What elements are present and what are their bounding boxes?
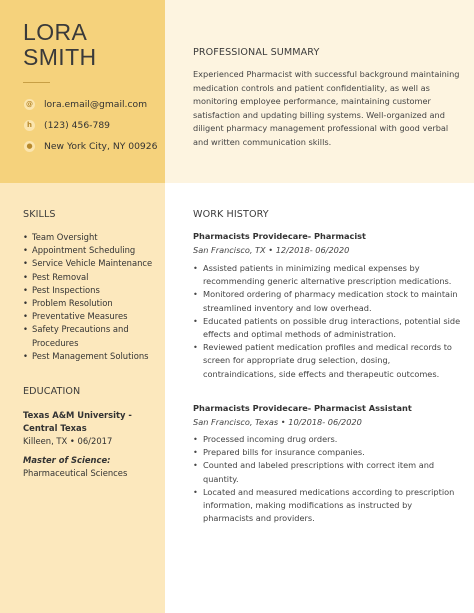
job-bullet: • Assisted patients in minimizing medical expenses by recommending generic alternative prescription medications.	[193, 262, 461, 288]
job-meta: San Francisco, Texas • 10/2018- 06/2020	[193, 417, 362, 427]
education-school: Texas A&M University - Central Texas	[23, 410, 132, 433]
name-divider	[23, 82, 50, 83]
skill-item: • Service Vehicle Maintenance	[23, 257, 163, 270]
job-bullet: • Counted and labeled prescriptions with correct item and quantity.	[193, 459, 461, 485]
skill-item: • Problem Resolution	[23, 297, 163, 310]
email-icon: @	[26, 99, 33, 108]
education-degree: Master of Science:	[23, 455, 111, 465]
skill-item: • Team Oversight	[23, 231, 163, 244]
skill-item: • Safety Precautions and Procedures	[23, 323, 163, 349]
location-text: New York City, NY 00926	[44, 140, 158, 152]
location-icon: ●	[24, 141, 35, 152]
education-heading: EDUCATION	[23, 386, 81, 397]
skill-item: • Pest Removal	[23, 271, 163, 284]
skill-item: • Pest Inspections	[23, 284, 163, 297]
job-bullet: • Processed incoming drug orders.	[193, 433, 461, 446]
job-meta: San Francisco, TX • 12/2018- 06/2020	[193, 245, 350, 255]
job-bullet: • Prepared bills for insurance companies.	[193, 446, 461, 459]
job-title: Pharmacists Providecare- Pharmacist	[193, 231, 366, 241]
email-text: lora.email@gmail.com	[44, 98, 148, 110]
contact-location	[24, 138, 157, 154]
work-heading: WORK HISTORY	[193, 209, 269, 220]
job-bullet: • Located and measured medications according to prescription information, making modifications as instructed by pharmacists and providers.	[193, 486, 461, 526]
first-name: LORA	[23, 19, 88, 45]
education-place-date: Killeen, TX • 06/2017	[23, 436, 113, 446]
last-name: SMITH	[23, 44, 97, 70]
job-bullets	[193, 262, 461, 381]
contact-phone	[24, 117, 110, 133]
job-bullet: • Educated patients on possible drug interactions, potential side effects and optimal methods of administration.	[193, 315, 461, 341]
job-bullet: • Reviewed patient medication profiles and medical records to screen for appropriate drug selection, dosing, contraindications, side effects and therapeutic outcomes.	[193, 341, 461, 381]
skill-item: • Preventative Measures	[23, 310, 163, 323]
summary-heading: PROFESSIONAL SUMMARY	[193, 47, 320, 58]
skill-item: • Appointment Scheduling	[23, 244, 163, 257]
education-field: Pharmaceutical Sciences	[23, 468, 128, 478]
job-bullets	[193, 433, 461, 525]
candidate-name	[23, 20, 97, 70]
skills-list	[23, 231, 163, 363]
job-bullet: • Monitored ordering of pharmacy medication stock to maintain streamlined inventory and low overhead.	[193, 288, 461, 314]
skill-item: • Pest Management Solutions	[23, 350, 163, 363]
phone-icon: h	[24, 120, 35, 131]
skills-heading: SKILLS	[23, 209, 56, 220]
phone-text: (123) 456-789	[44, 119, 111, 131]
summary-text: Experienced Pharmacist with successful background maintaining medication controls and patient confidentiality, as well as monitoring employee performance, maintaining customer satisfaction and updating billing systems. Well-organized and diligent pharmacy management professional with good verbal and written communication skills.	[193, 69, 460, 147]
contact-email	[24, 96, 147, 112]
job-title: Pharmacists Providecare- Pharmacist Assistant	[193, 403, 412, 413]
